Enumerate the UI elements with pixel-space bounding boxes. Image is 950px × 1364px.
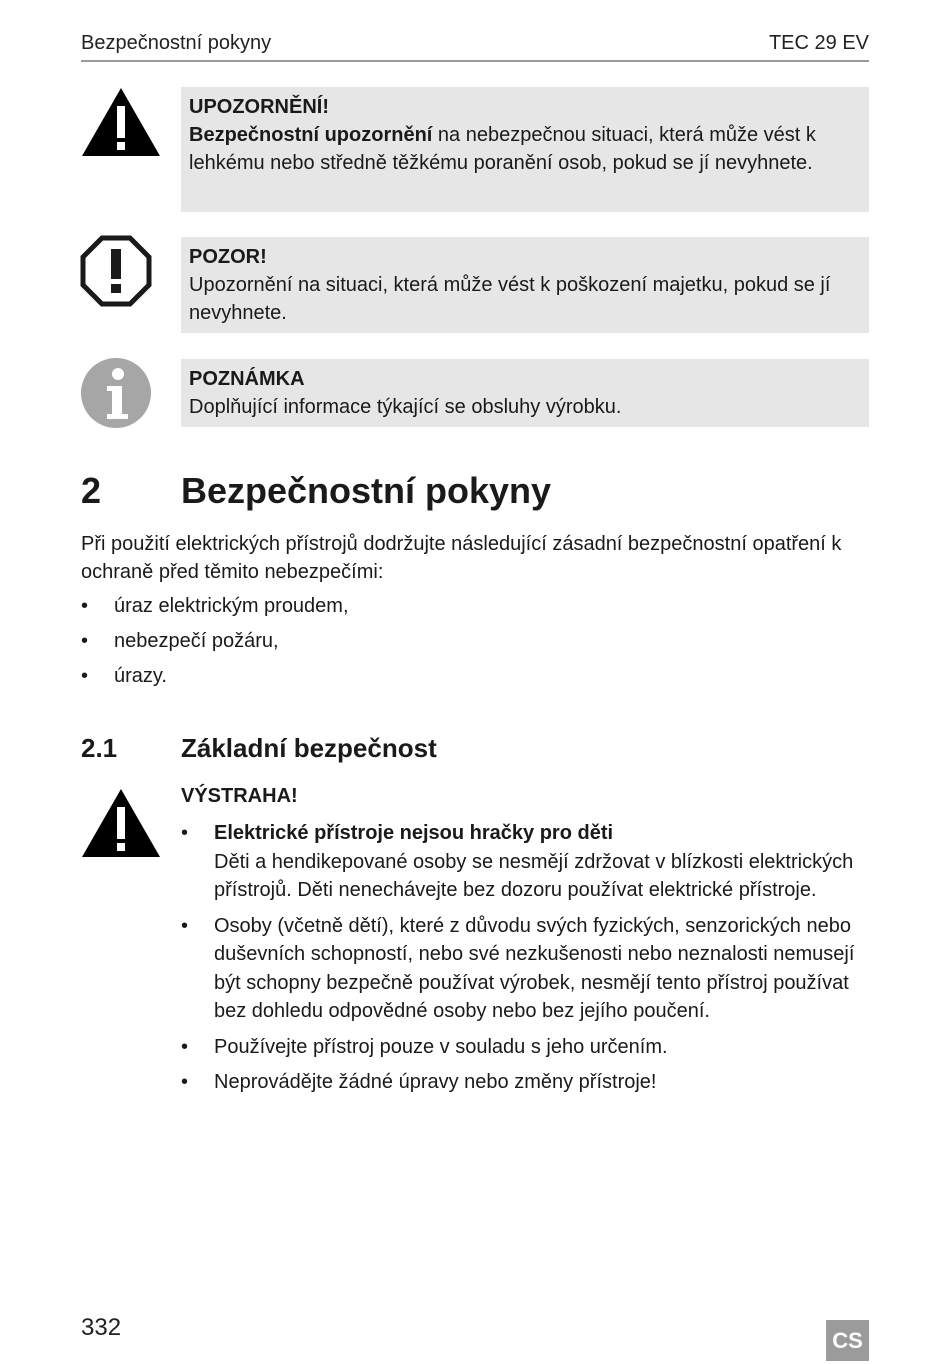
bullet: • (181, 1071, 189, 1093)
info-circle-icon (80, 357, 152, 429)
list-item (181, 1033, 871, 1062)
warning-item-text: Neprovádějte žádné úpravy nebo změny přístroje! (214, 1071, 657, 1093)
hazard-list (81, 592, 781, 697)
warning-item-text: Používejte přístroj pouze v souladu s jeho určením. (214, 1035, 668, 1058)
page-header (81, 30, 869, 62)
caution-notice-title: POZOR! (189, 246, 267, 268)
bullet: • (181, 914, 189, 937)
subsection-number: 2.1 (81, 733, 118, 763)
warning-notice (181, 87, 869, 212)
warning-triangle-icon (80, 86, 162, 158)
header-section-title: Bezpečnostní pokyny (81, 32, 272, 54)
bullet: • (181, 822, 189, 844)
bullet: • (81, 665, 89, 687)
note-notice-title: POZNÁMKA (189, 368, 305, 390)
warning-item-text: Děti a hendikepované osoby se nesmějí zdržovat v blízkosti elektrických přístrojů. Děti nenechávejte bez dozoru používat elektrické přístroje. (214, 850, 854, 901)
warning-triangle-icon (80, 787, 162, 859)
warning-notice-bold-lead: Bezpečnostní upozornění (189, 124, 433, 146)
section-number: 2 (81, 470, 102, 511)
caution-notice-text: Upozornění na situaci, která může vést k poškození majetku, pokud se jí nevyhnete. (189, 274, 831, 324)
warning-notice-body: na nebezpečnou situaci, která může vést k lehkému nebo středně těžkému poranění osob, pokud se jí nevyhnete. (189, 124, 816, 174)
caution-notice (181, 237, 869, 333)
section-intro: Při použití elektrických přístrojů dodržujte následující zásadní bezpečnostní opatření k ochraně před těmito nebezpečími: (81, 533, 842, 583)
section-title: Bezpečnostní pokyny (181, 470, 552, 511)
hazard-text: nebezpečí požáru, (114, 630, 279, 652)
bullet: • (81, 595, 89, 617)
list-item (81, 662, 781, 697)
warning-item-text: Osoby (včetně dětí), které z důvodu svých fyzických, senzorických nebo duševních schopností, nebo své nezkušenosti nebo neznalosti nemusejí být schopny bezpečně používat výrobek, nesmějí tento přístroj používat bez dohledu odpovědné osoby nebo bez jejího poučení. (214, 914, 855, 1022)
header-product-code: TEC 29 EV (768, 32, 869, 54)
note-notice (181, 359, 869, 427)
safety-warning-title: VÝSTRAHA! (181, 785, 298, 807)
language-badge: CS (826, 1320, 869, 1361)
bullet: • (181, 1035, 189, 1058)
warning-notice-text (189, 121, 861, 177)
octagon-exclamation-icon (80, 235, 152, 307)
list-item (81, 627, 781, 662)
page-number: 332 (81, 1314, 122, 1341)
hazard-text: úraz elektrickým proudem, (114, 595, 349, 617)
list-item (181, 1068, 871, 1097)
note-notice-text: Doplňující informace týkající se obsluhy výrobku. (189, 396, 622, 418)
list-item (181, 912, 871, 1026)
subsection-title: Základní bezpečnost (181, 733, 437, 763)
warning-item-heading: Elektrické přístroje nejsou hračky pro děti (214, 822, 614, 844)
list-item (81, 592, 781, 627)
warning-notice-title: UPOZORNĚNÍ! (189, 96, 329, 118)
hazard-text: úrazy. (114, 665, 167, 687)
bullet: • (81, 630, 89, 652)
list-item (181, 819, 871, 905)
safety-warning-list (181, 819, 871, 1104)
